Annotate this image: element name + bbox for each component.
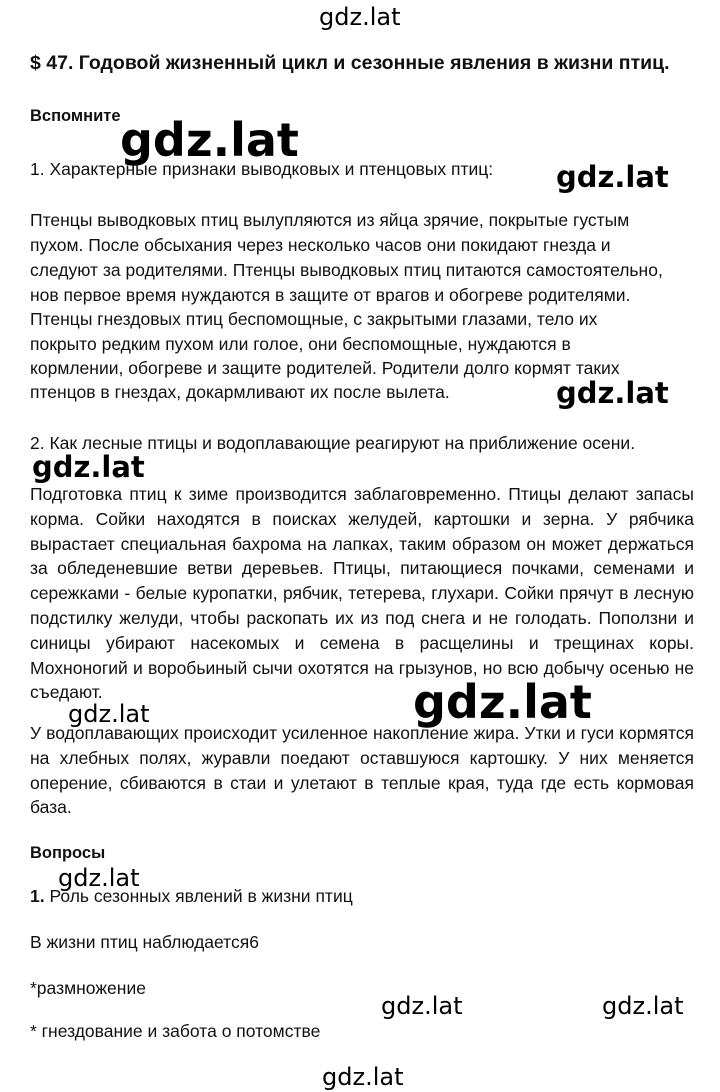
question-item-2: 2. Как лесные птицы и водоплавающие реагируют на приближение осени. bbox=[30, 433, 636, 453]
question-1-number: 1. bbox=[30, 886, 45, 906]
answer-1-line: Птенцы гнездовых птиц беспомощные, с закрытыми глазами, тело их bbox=[30, 309, 598, 329]
answer-1-line: Птенцы выводковых птиц вылупляются из яйца зрячие, покрытые густым bbox=[30, 210, 630, 230]
watermark: gdz.lat bbox=[319, 3, 401, 31]
list-item: * гнездование и забота о потомстве bbox=[30, 1021, 321, 1041]
watermark: gdz.lat bbox=[556, 376, 669, 410]
answer-1-line: покрыто редким пухом или голое, они беспомощные, нуждаются в bbox=[30, 334, 571, 354]
question-1 bbox=[30, 884, 353, 909]
watermark: gdz.lat bbox=[68, 700, 150, 728]
watermark: gdz.lat bbox=[120, 113, 299, 167]
watermark: gdz.lat bbox=[32, 450, 145, 484]
list-item: *размножение bbox=[30, 978, 146, 998]
answer-1-line: нов первое время нуждаются в защите от врагов и обогреве родителями. bbox=[30, 285, 631, 305]
watermark: gdz.lat bbox=[413, 675, 592, 729]
answer-2-forest-birds: Подготовка птиц к зиме производится заблаговременно. Птицы делают запасы корма. Сойки находятся в поисках желудей, картошки и зерна. У рябчика вырастает специальная бахрома на лапках, таким образом он может держаться за обледеневшие ветви деревьев. Птицы, питающиеся почками, семенами и сережками - белые куропатки, рябчик, тетерева, глухари. Сойки прячут в лесную подстилку желуди, чтобы раскопать их из под снега и не голодать. Поползни и синицы убирают насекомых и семена в расщелины и трещинах коры. Мохноногий и воробьиный сычи охотятся на грызунов, но всю добычу осенью не съедают. bbox=[30, 484, 694, 703]
answer-1-line: следуют за родителями. Птенцы выводковых птиц питаются самостоятельно, bbox=[30, 260, 663, 280]
remember-heading: Вспомните bbox=[30, 107, 121, 125]
page-title: $ 47. Годовой жизненный цикл и сезонные явления в жизни птиц. bbox=[30, 52, 670, 74]
watermark: gdz.lat bbox=[381, 992, 463, 1020]
watermark: gdz.lat bbox=[58, 864, 140, 892]
answer-1-line: пухом. После обсыхания через несколько часов они покидают гнезда и bbox=[30, 235, 611, 255]
answer-intro: В жизни птиц наблюдается6 bbox=[30, 932, 259, 952]
answer-1-line: птенцов в гнездах, докармливают их после вылета. bbox=[30, 382, 450, 402]
question-1-text: Роль сезонных явлений в жизни птиц bbox=[44, 886, 353, 906]
question-item-1: 1. Характерные признаки выводковых и птенцовых птиц: bbox=[30, 159, 494, 179]
questions-heading: Вопросы bbox=[30, 844, 106, 862]
watermark: gdz.lat bbox=[602, 992, 684, 1020]
watermark: gdz.lat bbox=[322, 1063, 404, 1091]
answer-2-water-birds: У водоплавающих происходит усиленное накопление жира. Утки и гуси кормятся на хлебных полях, журавли поедают оставшуюся картошку. У них меняется оперение, сбиваются в стаи и улетают в теплые края, туда где есть кормовая база. bbox=[30, 723, 694, 818]
watermark: gdz.lat bbox=[556, 160, 669, 194]
answer-1-line: кормлении, обогреве и защите родителей. Родители долго кормят таких bbox=[30, 358, 620, 378]
